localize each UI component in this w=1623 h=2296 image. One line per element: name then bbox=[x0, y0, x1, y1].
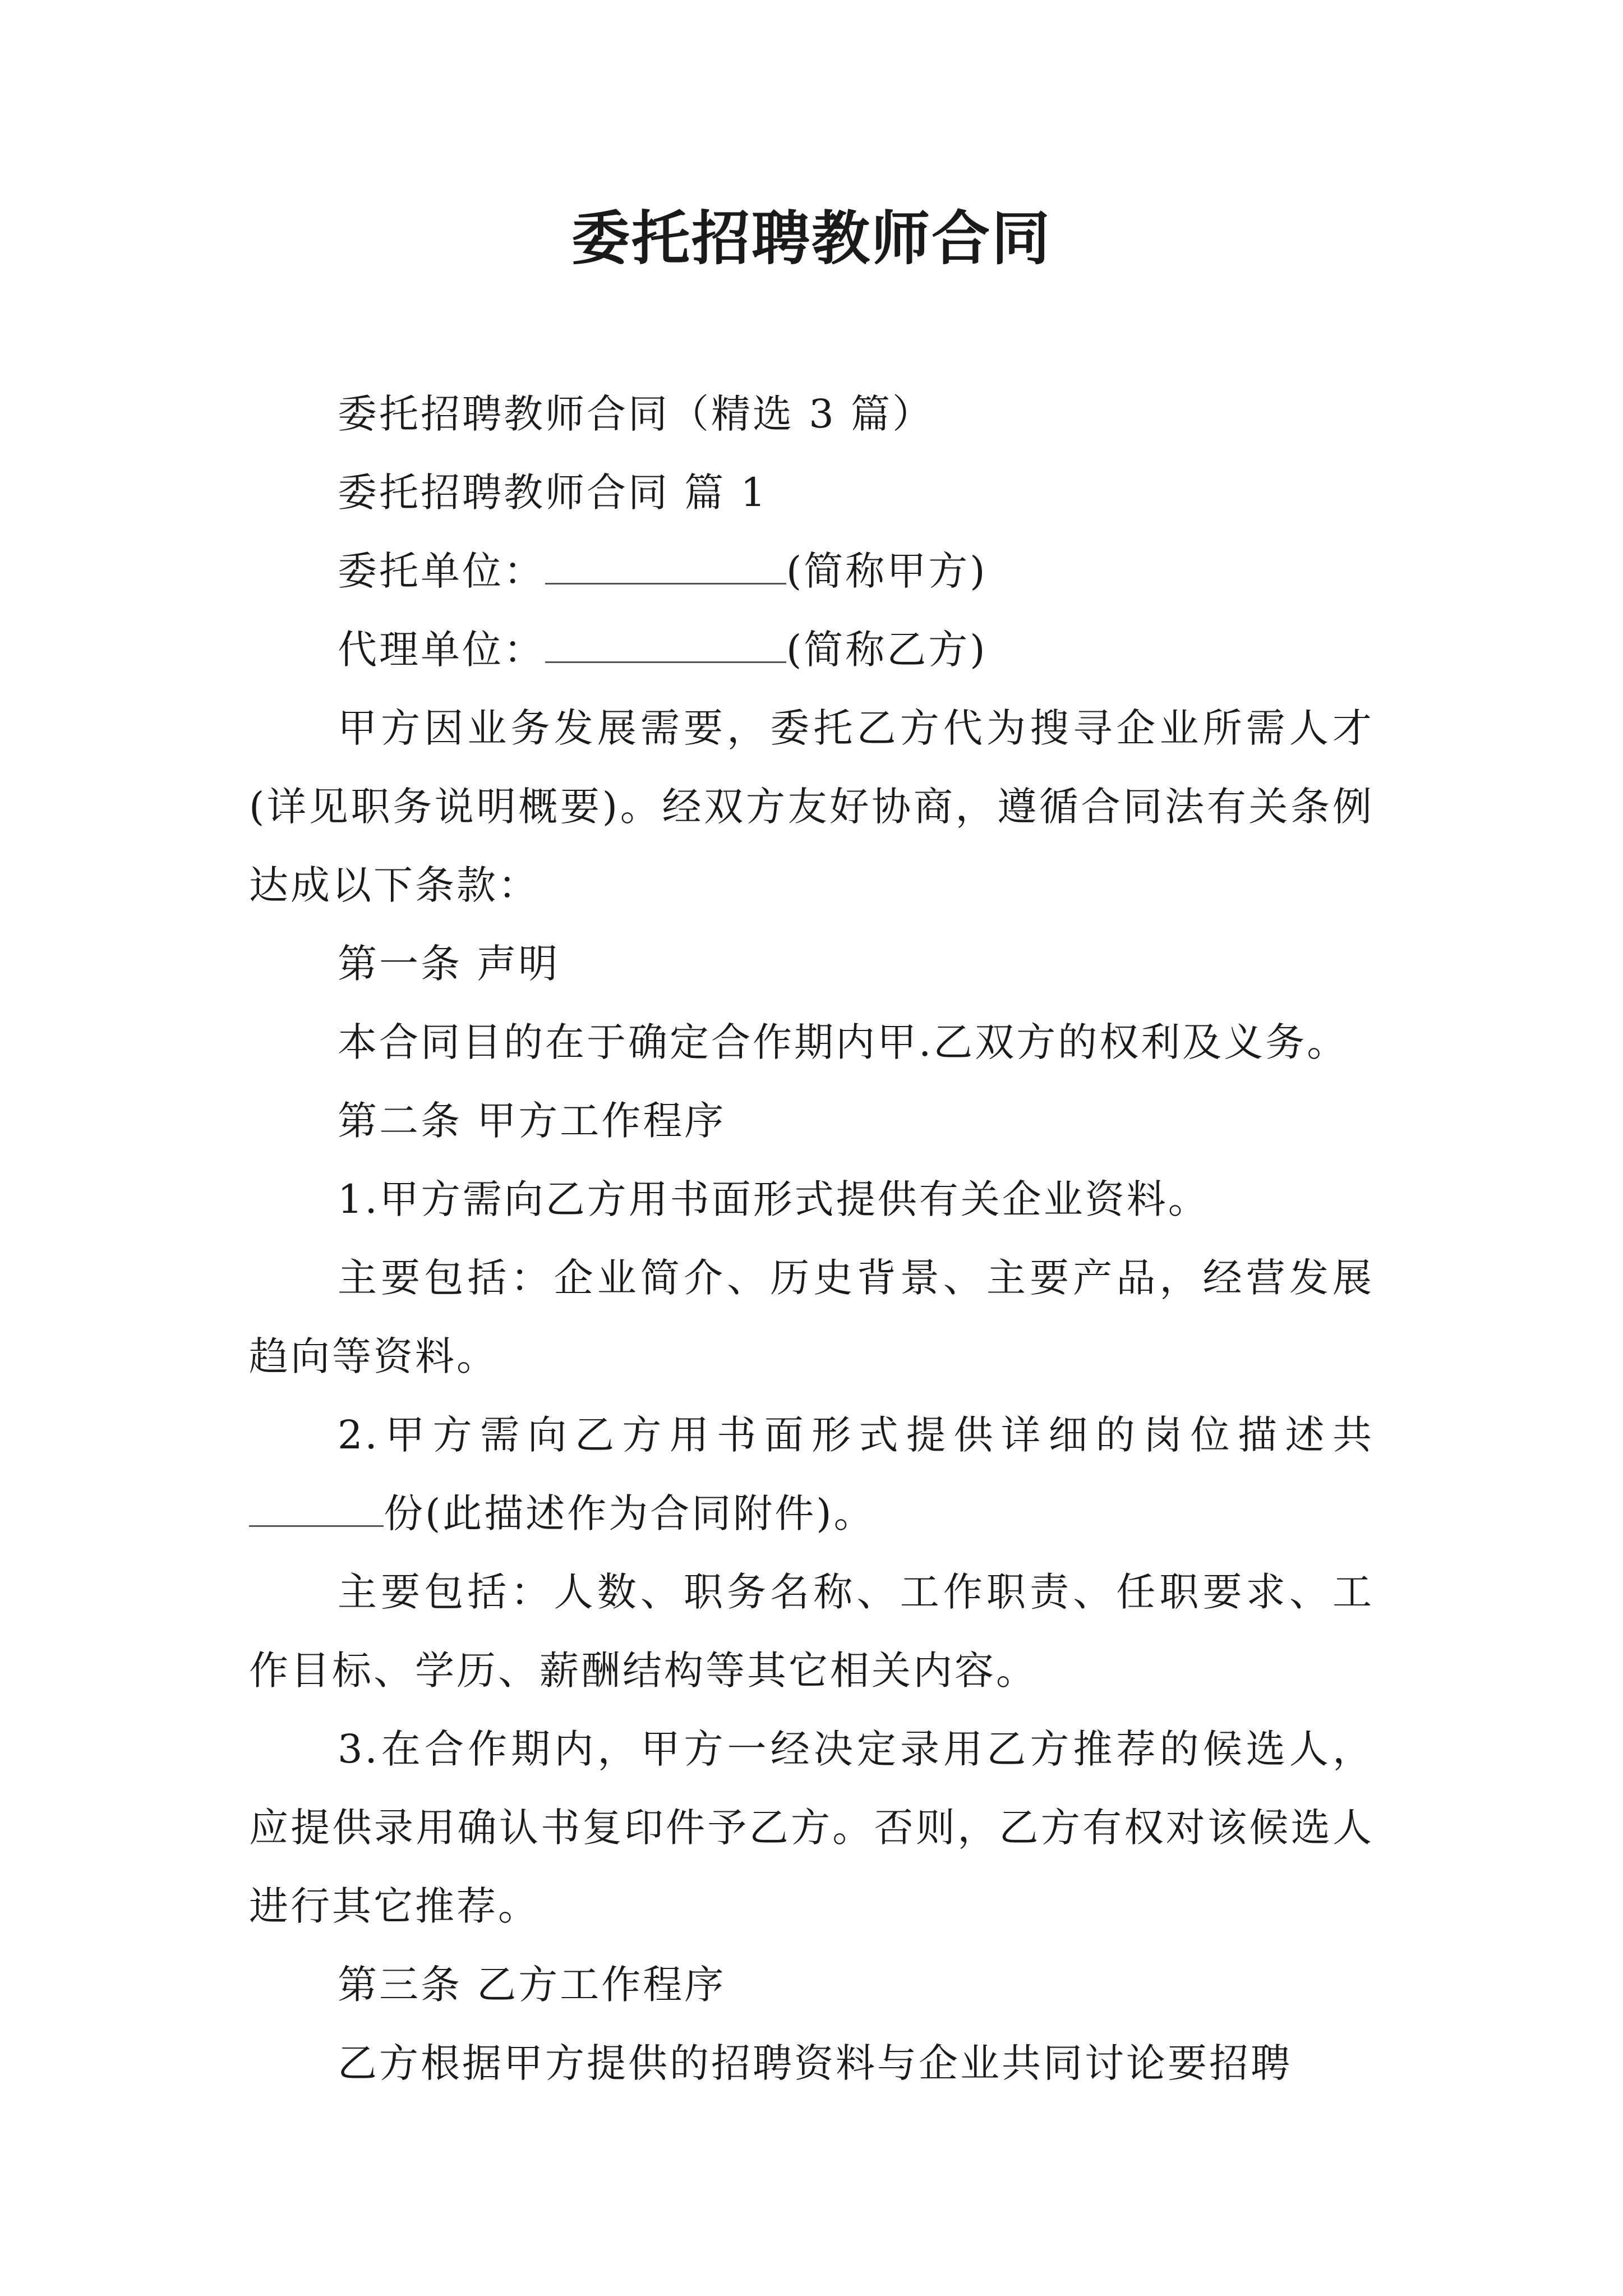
article1-heading: 第一条 声明 bbox=[338, 941, 560, 987]
client-name-blank bbox=[545, 542, 786, 585]
copies-count-blank bbox=[249, 1485, 384, 1527]
article3-text: 乙方根据甲方提供的招聘资料与企业共同讨论要招聘 bbox=[338, 2040, 1292, 2086]
article2-heading: 第二条 甲方工作程序 bbox=[338, 1098, 726, 1144]
article2-item2-prefix: 2.甲方需向乙方用书面形式提供详细的岗位描述共 bbox=[338, 1412, 1374, 1458]
article2-item2 bbox=[249, 1396, 1374, 1553]
article1-text: 本合同目的在于确定合作期内甲.乙双方的权利及义务。 bbox=[338, 1019, 1349, 1065]
agent-line bbox=[249, 610, 1374, 689]
article2-item1-detail: 主要包括：企业简介、历史背景、主要产品，经营发展趋向等资料。 bbox=[249, 1255, 1374, 1379]
agent-name-blank bbox=[545, 621, 786, 663]
subtitle: 委托招聘教师合同（精选 3 篇） bbox=[338, 391, 934, 437]
agent-label: 代理单位： bbox=[338, 627, 545, 673]
intro-paragraph: 甲方因业务发展需要，委托乙方代为搜寻企业所需人才(详见职务说明概要)。经双方友好协商，遵循合同法有关条例达成以下条款： bbox=[249, 705, 1374, 908]
article3-heading: 第三条 乙方工作程序 bbox=[338, 1962, 726, 2008]
article2-item3: 3.在合作期内，甲方一经决定录用乙方推荐的候选人，应提供录用确认书复印件予乙方。否则，乙方有权对该候选人进行其它推荐。 bbox=[249, 1726, 1374, 1929]
agent-suffix: (简称乙方) bbox=[786, 627, 988, 673]
document-body bbox=[249, 375, 1374, 2102]
article2-item2-suffix: 份(此描述作为合同附件)。 bbox=[384, 1490, 875, 1536]
client-suffix: (简称甲方) bbox=[786, 548, 988, 594]
client-line bbox=[249, 532, 1374, 610]
article2-item2-detail: 主要包括：人数、职务名称、工作职责、任职要求、工作目标、学历、薪酬结构等其它相关内容。 bbox=[249, 1569, 1374, 1694]
part-heading: 委托招聘教师合同 篇 1 bbox=[338, 470, 768, 516]
document-title: 委托招聘教师合同 bbox=[571, 204, 1052, 273]
client-label: 委托单位： bbox=[338, 548, 545, 594]
article2-item1: 1.甲方需向乙方用书面形式提供有关企业资料。 bbox=[338, 1176, 1210, 1222]
